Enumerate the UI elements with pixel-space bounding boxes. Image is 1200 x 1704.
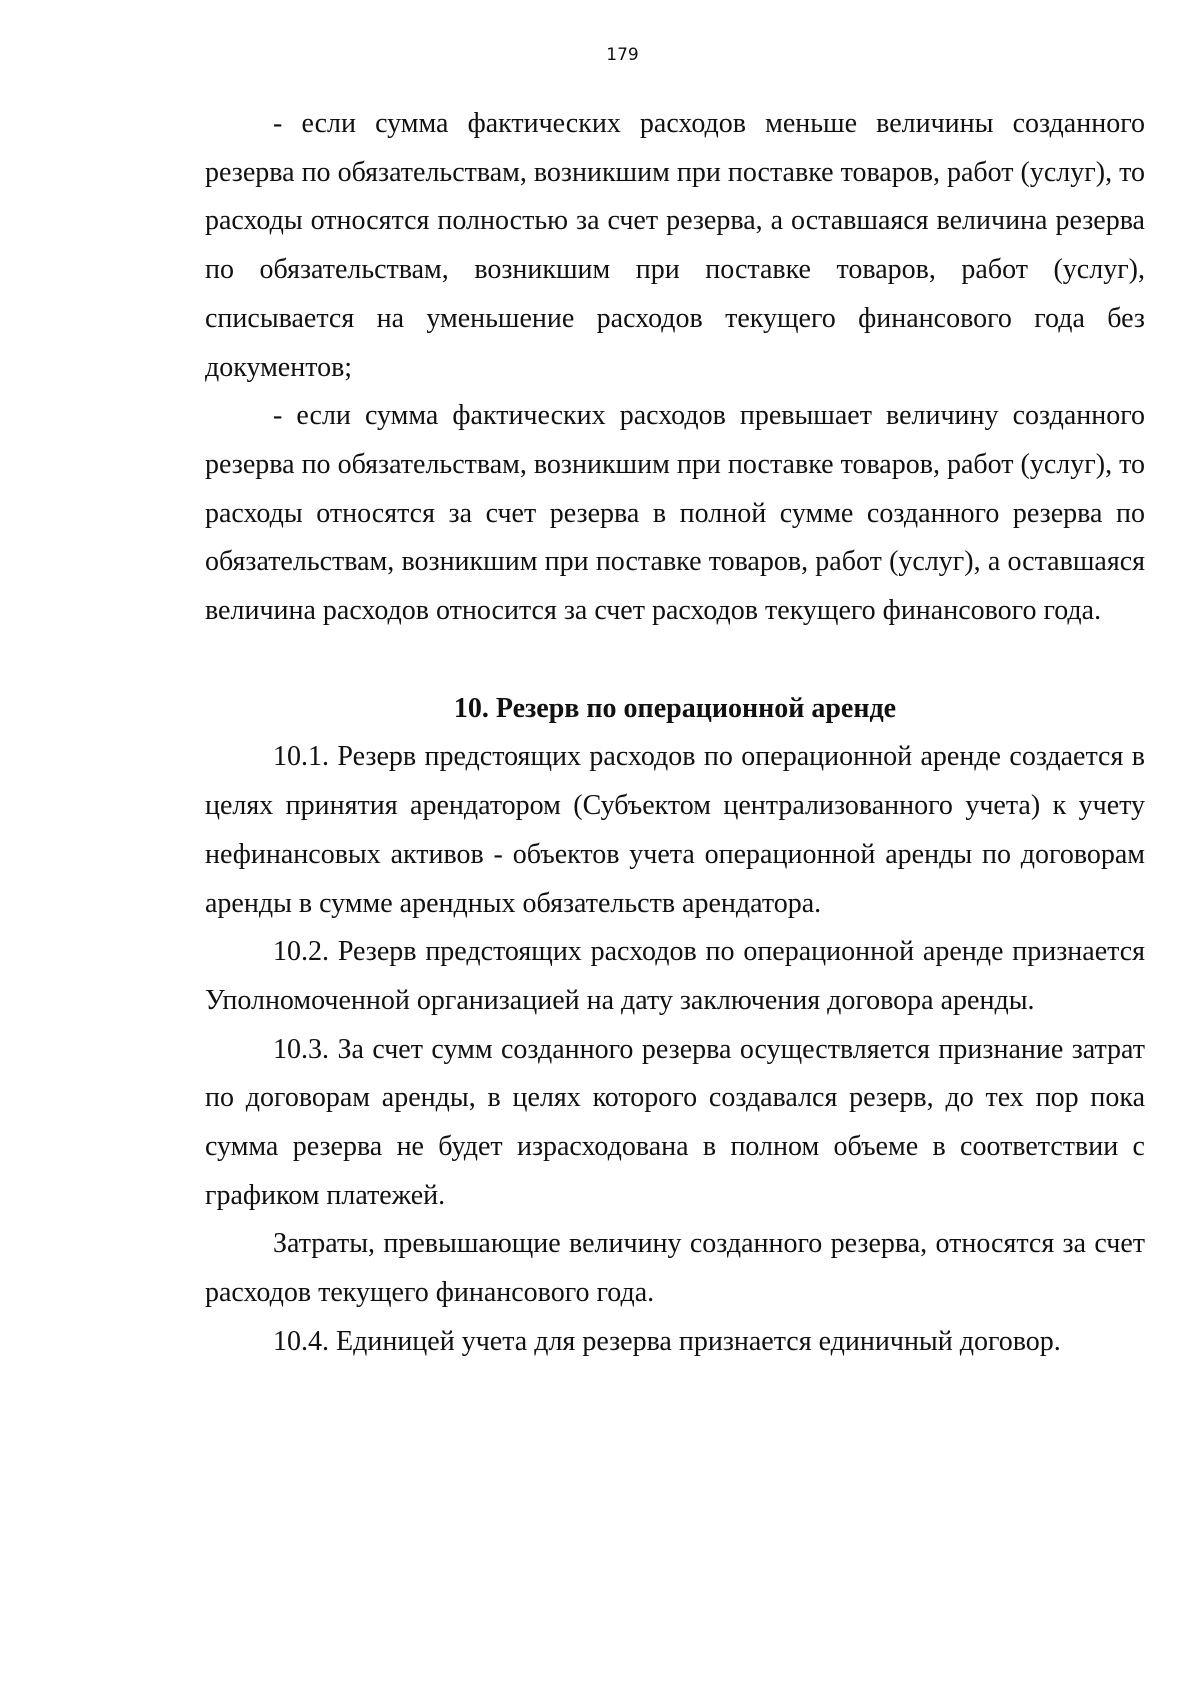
page-number: 179 xyxy=(606,45,639,65)
paragraph-expenses-exceed: - если сумма фактических расходов превышает величину созданного резерва по обязательствам, возникшим при поставке товаров, работ (услуг), то расходы относятся за счет резерва в полной сумме созданного резерва по обязательствам, возникшим при поставке товаров, работ (услуг), а оставшаяся величина расходов относится за счет расходов текущего финансового года. xyxy=(205,400,1145,627)
paragraph-10-2: 10.2. Резерв предстоящих расходов по операционной аренде признается Уполномоченной организацией на дату заключения договора аренды. xyxy=(205,936,1145,1016)
section-heading-operating-lease-reserve: 10. Резерв по операционной аренде xyxy=(453,692,897,724)
paragraph-10-4: 10.4. Единицей учета для резерва признается единичный договор. xyxy=(273,1325,1061,1357)
paragraph-expenses-less: - если сумма фактических расходов меньше величины созданного резерва по обязательствам, возникшим при поставке товаров, работ (услуг), то расходы относятся полностью за счет резерва, а оставшаяся величина резерва по обязательствам, возникшим при поставке товаров, работ (услуг), списывается на уменьшение расходов текущего финансового года без документов; xyxy=(205,108,1145,383)
paragraph-10-1: 10.1. Резерв предстоящих расходов по операционной аренде создается в целях принятия арендатором (Субъектом централизованного учета) к учету нефинансовых активов - объектов учета операционной аренды по договорам аренды в сумме арендных обязательств арендатора. xyxy=(205,741,1145,919)
paragraph-10-3: 10.3. За счет сумм созданного резерва осуществляется признание затрат по договорам аренды, в целях которого создавался резерв, до тех пор пока сумма резерва не будет израсходована в полном объеме в соответствии с графиком платежей. xyxy=(205,1033,1145,1211)
paragraph-10-3-continuation: Затраты, превышающие величину созданного резерва, относятся за счет расходов текущего финансового года. xyxy=(205,1228,1145,1309)
document-body xyxy=(205,100,1145,1367)
